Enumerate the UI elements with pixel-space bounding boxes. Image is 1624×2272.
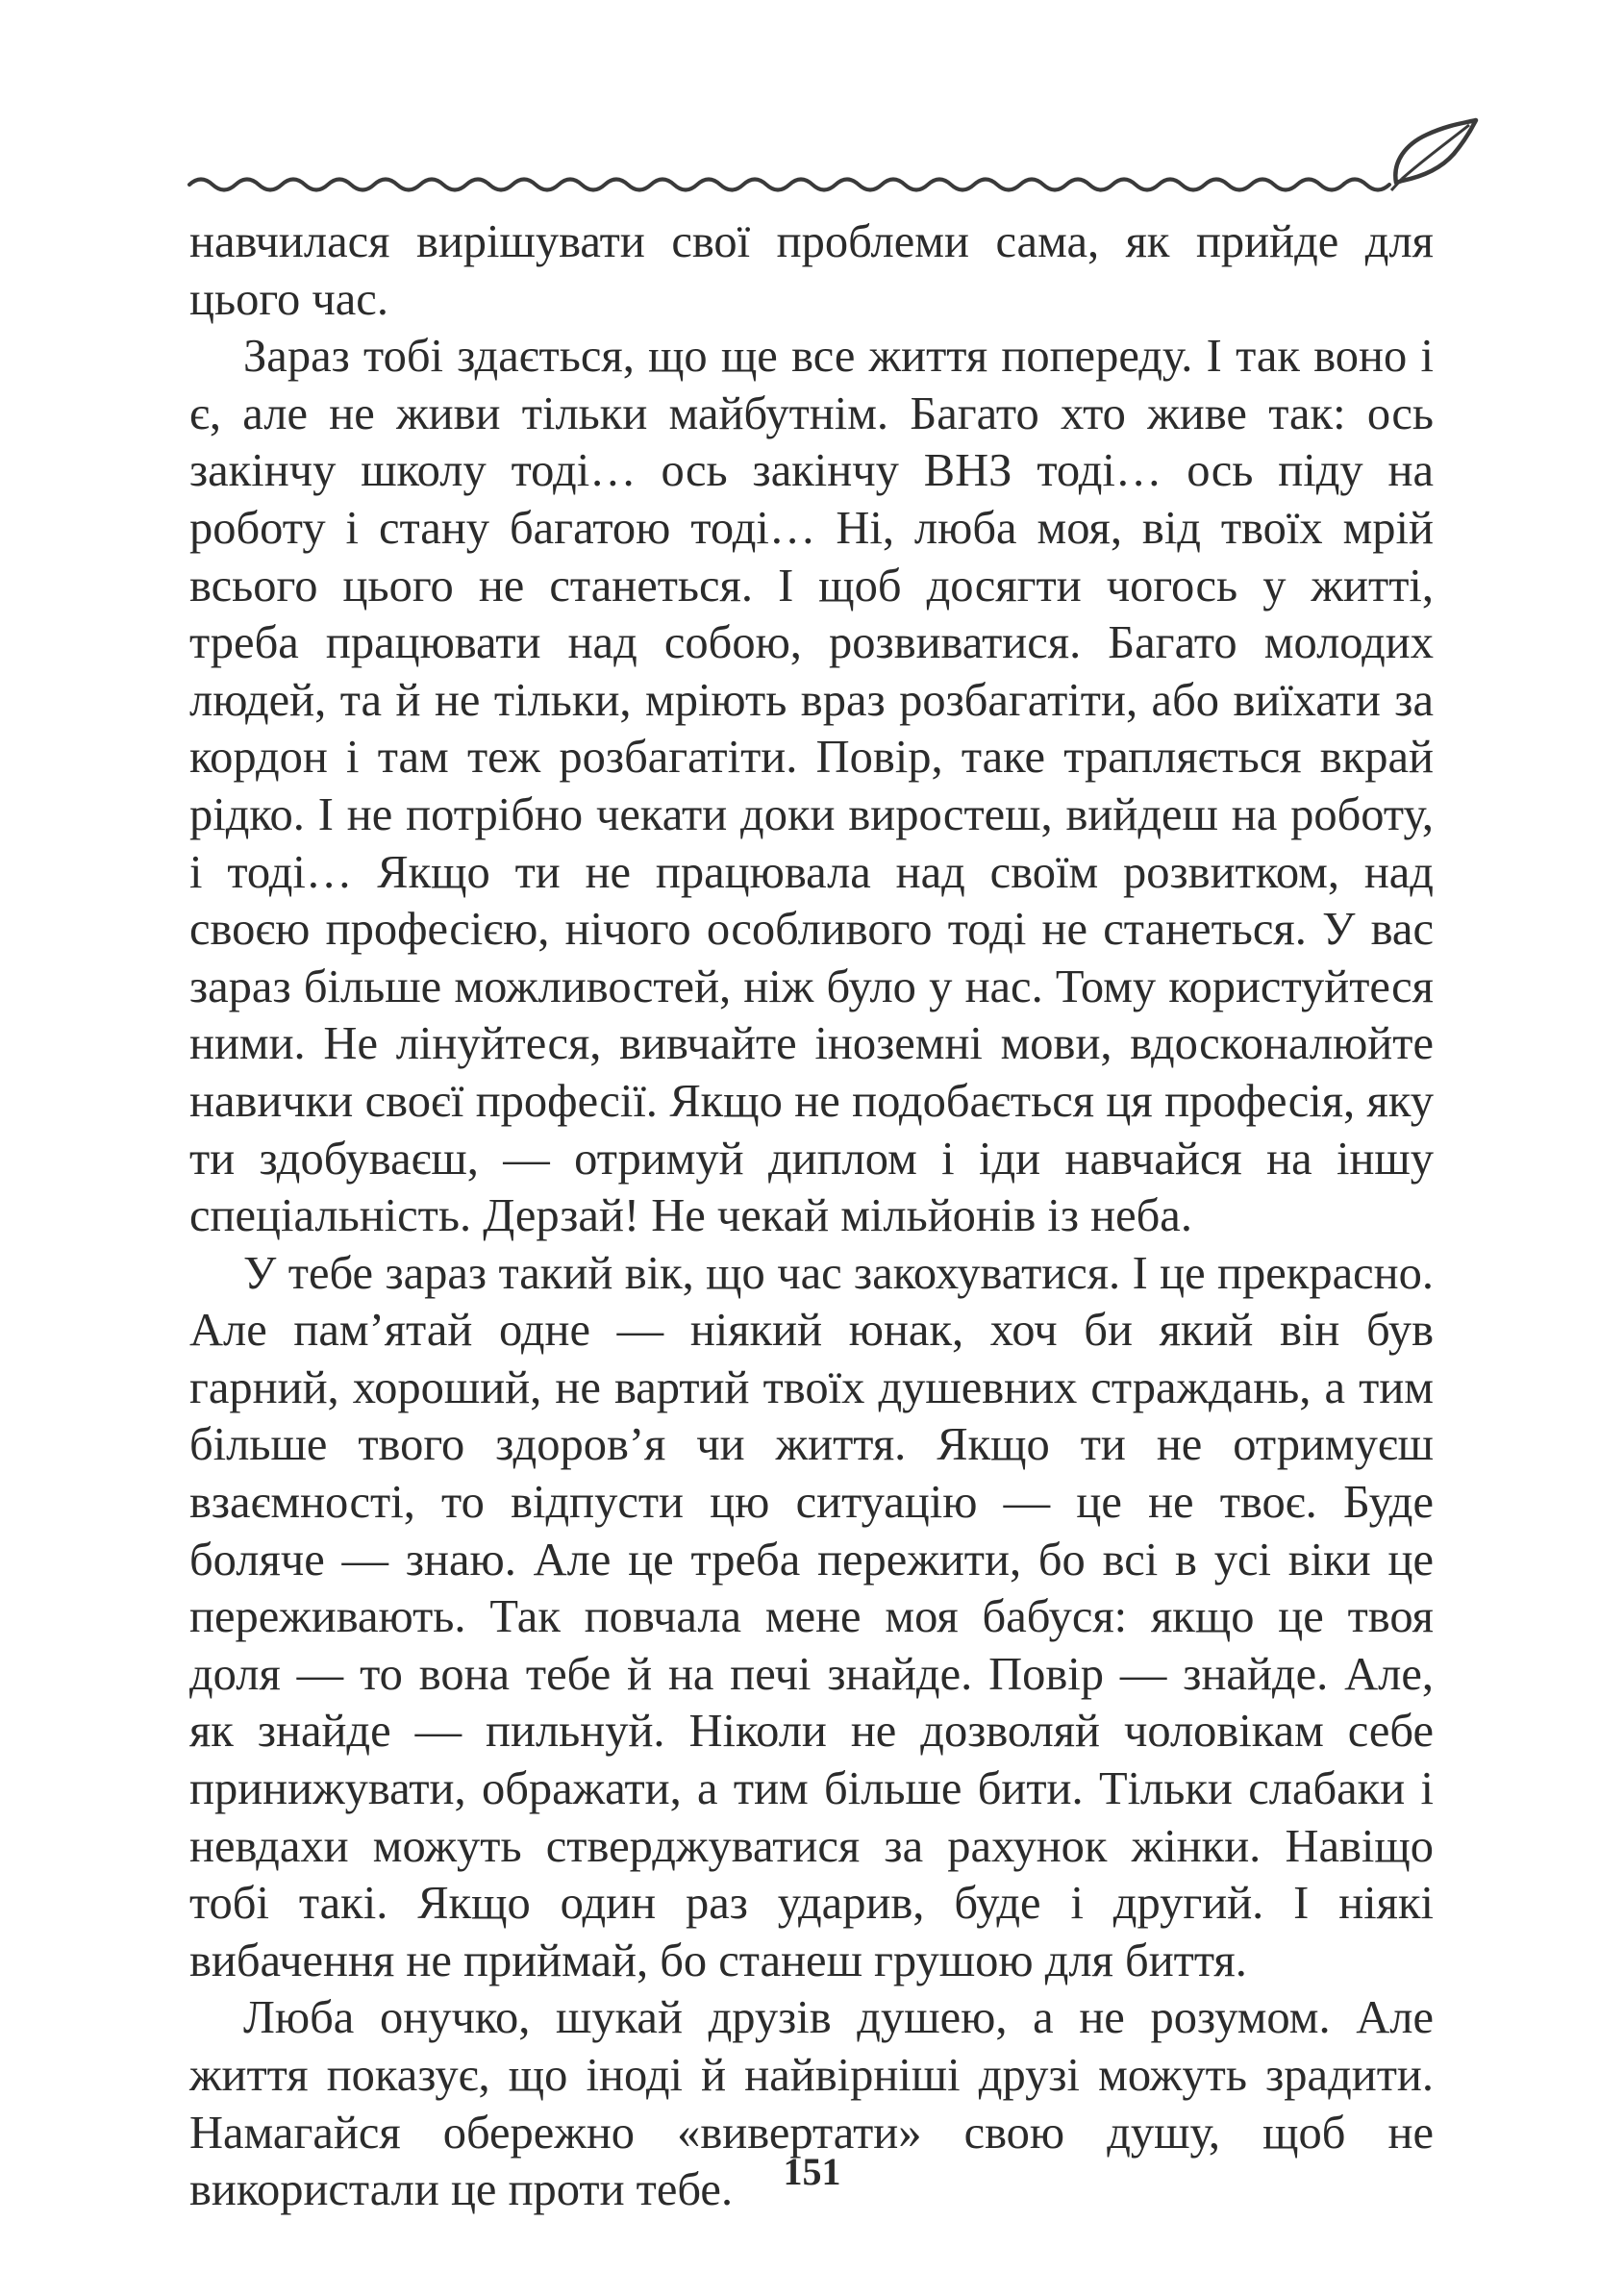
body-text	[189, 213, 1434, 2219]
paragraph-love: У тебе зараз такий вік, що час закохуватися. І це прекрасно. Але пам’ятай одне — ніякий юнак, хоч би який він був гарний, хороший, не вартий твоїх душевних страждань, а тим більше твого здоров’я чи життя. Якщо ти не отримуєш взаємності, то відпусти цю ситуацію — це не твоє. Буде боляче — знаю. Але це треба пережити, бо всі в усі віки це переживають. Так повчала мене моя бабуся: якщо це твоя доля — то вона тебе й на печі знайде. Повір — знайде. Але, як знайде — пильнуй. Ніколи не дозволяй чоловікам себе принижувати, ображати, а тим більше бити. Тільки слабаки і невдахи можуть стверджуватися за рахунок жінки. Навіщо тобі такі. Якщо один раз ударив, буде і другий. І ніякі вибачення не приймай, бо станеш грушою для биття.	[189, 1247, 1434, 1986]
paragraph-friends: Люба онучко, шукай друзів душею, а не розумом. Але життя показує, що іноді й найвірніші друзі можуть зрадити. Намагайся обережно «вивертати» свою душу, щоб не використали це проти тебе.	[189, 1992, 1434, 2216]
paragraph-future: Зараз тобі здається, що ще все життя попереду. І так воно і є, але не живи тільки майбутнім. Багато хто живе так: ось закінчу школу тоді… ось закінчу ВНЗ тоді… ось піду на роботу і стану багатою тоді… Ні, люба моя, від твоїх мрій всього цього не станеться. І щоб досягти чогось у житті, треба працювати над собою, розвиватися. Багато молодих людей, та й не тільки, мріють враз розбагатіти, або виїхати за кордон і там теж розбагатіти. Повір, таке трапляється вкрай рідко. І не потрібно чекати доки виростеш, вийдеш на роботу, і тоді… Якщо ти не працювала над своїм розвитком, над своєю професією, нічого особливого тоді не станеться. У вас зараз більше можливостей, ніж було у нас. Тому користуйтеся ними. Не лінуйтеся, вивчайте іноземні мови, вдосконалюйте навички своєї професії. Якщо не подобається ця професія, яку ти здобуваєш, — отримуй диплом і іди навчайся на іншу спеціальність. Дерзай! Не чекай мільйонів із неба.	[189, 331, 1434, 1242]
wave-line	[189, 180, 1389, 190]
header-wave-ornament	[0, 0, 1624, 202]
feather-icon	[1391, 120, 1476, 190]
page-number: 151	[783, 2150, 841, 2193]
paragraph-continuation: навчилася вирішувати свої проблеми сама, як прийде для цього час.	[189, 216, 1434, 325]
